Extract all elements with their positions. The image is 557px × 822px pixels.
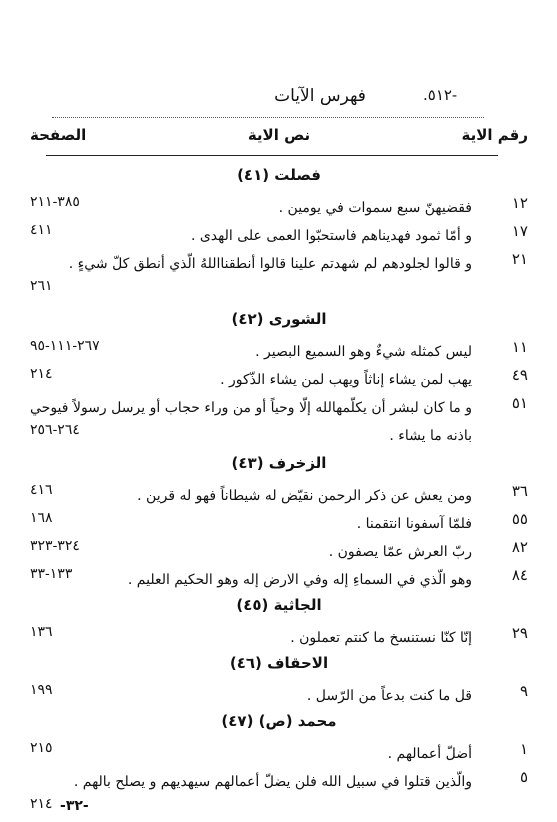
index-row bbox=[30, 334, 528, 362]
sura-heading: الزخرف (٤٣) bbox=[231, 454, 327, 472]
verse-text: ربّ العرش عمّا يصفون . bbox=[328, 544, 472, 560]
page-mark: -٥١٢. bbox=[423, 86, 458, 104]
verse-text: والّذين قتلوا في سبيل الله فلن يضلّ أعمالهم سيهديهم و يصلح بالهم . bbox=[73, 774, 472, 790]
column-header-page: الصفحة bbox=[30, 126, 87, 144]
running-title: فهرس الآيات bbox=[274, 86, 366, 106]
page-reference: ٢١٥ bbox=[30, 740, 53, 756]
page-reference: ٢٦١ bbox=[30, 278, 53, 294]
verse-text: إنّا كنّا نستنسخ ما كنتم تعملون . bbox=[290, 630, 472, 646]
verse-index-list bbox=[30, 160, 528, 822]
verse-number: ٨٤ bbox=[511, 566, 528, 584]
verse-number: ٥ bbox=[519, 768, 528, 786]
page-reference: ٢١٤ bbox=[30, 796, 53, 812]
verse-text: قل ما كنت بدعاً من الرّسل . bbox=[306, 688, 472, 704]
verse-number: ١٧ bbox=[511, 222, 528, 240]
verse-number: ٢٩ bbox=[511, 624, 528, 642]
sura-heading: فصلت (٤١) bbox=[237, 166, 321, 184]
page-reference: ٤١٦ bbox=[30, 482, 53, 498]
index-row bbox=[30, 190, 528, 218]
page-reference: ٣٨٥-٢١١ bbox=[30, 194, 80, 210]
verse-number: ٨٢ bbox=[511, 538, 528, 556]
column-header-number: رقم الاية bbox=[461, 126, 528, 144]
page-reference: ٢٦٧-١١١-٩٥ bbox=[30, 338, 100, 354]
index-row bbox=[30, 218, 528, 246]
page-reference: ٣٢٤-٣٢٣ bbox=[30, 538, 80, 554]
page-reference: ٤١١ bbox=[30, 222, 53, 238]
dotted-divider bbox=[52, 117, 484, 118]
index-row bbox=[30, 764, 528, 822]
verse-text: فقضيهنّ سبع سموات في يومين . bbox=[278, 200, 472, 216]
footer-page-number: -٣٢- bbox=[60, 798, 89, 814]
page-reference: ١٣٣-٣٣ bbox=[30, 566, 73, 582]
column-headers bbox=[30, 122, 528, 150]
header-divider bbox=[46, 155, 498, 156]
index-row bbox=[30, 246, 528, 304]
sura-heading: الجاثية (٤٥) bbox=[236, 596, 322, 614]
page-reference: ١٣٦ bbox=[30, 624, 53, 640]
sura-heading: الاحقاف (٤٦) bbox=[229, 654, 329, 672]
verse-text: ليس كمثله شيءٌ وهو السميع البصير . bbox=[255, 344, 472, 360]
index-row bbox=[30, 736, 528, 764]
sura-heading: محمد (ص) (٤٧) bbox=[221, 712, 337, 730]
page-reference: ١٦٨ bbox=[30, 510, 53, 526]
page-reference: ٢٦٤-٢٥٦ bbox=[30, 422, 80, 438]
verse-text: وهو الّذي في السماءِ إله وفي الارض إله وهو الحكيم العليم . bbox=[127, 572, 472, 588]
verse-number: ٩ bbox=[519, 682, 528, 700]
verse-number: ٥١ bbox=[511, 394, 528, 412]
verse-number: ٤٩ bbox=[511, 366, 528, 384]
index-row bbox=[30, 534, 528, 562]
index-row bbox=[30, 390, 528, 448]
verse-text: و أمّا ثمود فهديناهم فاستحبّوا العمى على الهدى . bbox=[190, 228, 472, 244]
page-reference: ١٩٩ bbox=[30, 682, 53, 698]
verse-text: أضلّ أعمالهم . bbox=[387, 746, 472, 762]
index-row bbox=[30, 562, 528, 590]
index-row bbox=[30, 362, 528, 390]
verse-number: ١ bbox=[519, 740, 528, 758]
index-row bbox=[30, 678, 528, 706]
verse-text: ومن يعش عن ذكر الرحمن نقيّض له شيطاناً فهو له قرين . bbox=[137, 488, 472, 504]
verse-number: ٢١ bbox=[511, 250, 528, 268]
verse-text: و ما كان لبشر أن يكلّمهالله إلّا وحياً أو من وراء حجاب أو يرسل رسولاً فيوحي باذنه ما يشاء . bbox=[30, 400, 472, 444]
verse-number: ٣٦ bbox=[511, 482, 528, 500]
verse-text: يهب لمن يشاء إناثاً ويهب لمن يشاء الذّكور . bbox=[220, 372, 472, 388]
verse-number: ١٢ bbox=[511, 194, 528, 212]
sura-heading: الشورى (٤٢) bbox=[231, 310, 327, 328]
index-row bbox=[30, 620, 528, 648]
page-reference: ٢١٤ bbox=[30, 366, 53, 382]
verse-text: و قالوا لجلودهم لم شهدتم علينا قالوا أنطقنااللهُ الّذي أنطق كلّ شيءٍ . bbox=[68, 256, 472, 272]
verse-text: فلمّا آسفونا انتقمنا . bbox=[356, 516, 472, 532]
index-row bbox=[30, 478, 528, 506]
running-head bbox=[200, 84, 440, 110]
index-row bbox=[30, 506, 528, 534]
verse-number: ١١ bbox=[511, 338, 528, 356]
column-header-verse: نص الاية bbox=[247, 126, 311, 144]
verse-number: ٥٥ bbox=[511, 510, 528, 528]
